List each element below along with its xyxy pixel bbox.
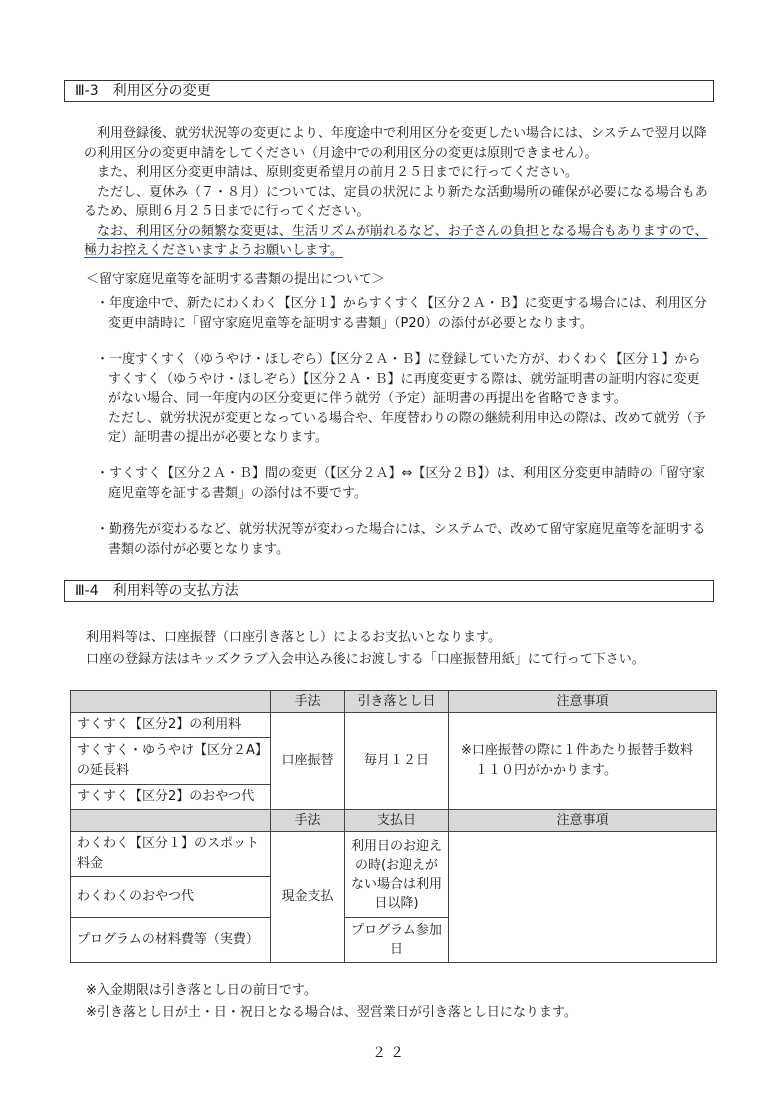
table-header-row (71, 691, 717, 713)
intro-line: 口座の登録方法はキッズクラブ入会申込み後にお渡しする「口座振替用紙」にて行って下さい。 (86, 652, 645, 667)
fee-item: すくすく【区分2】の利用料 (71, 713, 271, 738)
footnote: ※引き落とし日が土・日・祝日となる場合は、翌営業日が引き落とし日になります。 (86, 1005, 577, 1020)
header-notes: 注意事項 (449, 691, 717, 713)
section3-paragraph (84, 124, 714, 261)
section-heading-3: Ⅲ-3 利用区分の変更 (64, 80, 714, 102)
payment-table (70, 690, 717, 963)
fee-method: 口座振替 (271, 713, 345, 810)
fee-date: 利用日のお迎えの時(お迎えがない場合は利用日以降) (345, 832, 449, 918)
fee-note (449, 832, 717, 963)
fee-item: わくわく【区分１】のスポット料金 (71, 832, 271, 877)
page-number: ２２ (372, 1045, 408, 1061)
header-notes: 注意事項 (449, 810, 717, 832)
paragraph-line: また、利用区分変更申請は、原則変更希望月の前月２５日までに行ってください。 (97, 165, 579, 180)
fee-item: プログラムの材料費等（実費） (71, 918, 271, 963)
header-method: 手法 (271, 691, 345, 713)
header-date: 引き落とし日 (345, 691, 449, 713)
bullet-item: ・年度途中で、新たにわくわく【区分１】からすくすく【区分２Ａ・Ｂ】に変更する場合には、利用区分 変更申請時に「留守家庭児童等を証明する書類」（P20）の添付が必要となります。 (96, 296, 707, 331)
bullet-item: ・一度すくすく（ゆうやけ・ほしぞら）【区分２Ａ・Ｂ】に登録していた方が、わくわく【区分１】から すくすく（ゆうやけ・ほしぞら）【区分２Ａ・Ｂ】に再度変更する際は、就労証明書の証明内容に変更 がない場合、同一年度内の区分変更に伴う就労（予定）証明書の再提出を省略できます。 ただし、就労状況が変更となっている場合や、年度替わりの際の継続利用申込の際は、改めて就労（予 定）証明書の提出が必要となります。 (96, 352, 706, 445)
table-row (71, 713, 717, 738)
header-method: 手法 (271, 810, 345, 832)
fee-item: すくすく・ゆうやけ【区分２A】の延長料 (71, 738, 271, 785)
paragraph-line: ただし、夏休み（７・８月）については、定員の状況により新たな活動場所の確保が必要になる場合もあるため、原則６月２５日までに行ってください。 (84, 184, 708, 219)
fee-note: ※口座振替の際に１件あたり振替手数料 １１０円がかかります。 (449, 713, 717, 810)
table-row (71, 832, 717, 877)
header-date: 支払日 (345, 810, 449, 832)
paragraph-line-emphasis: なお、利用区分の頻繁な変更は、生活リズムが崩れるなど、お子さんの負担となる場合もありますので、極力お控えくださいますようお願いします。 (84, 223, 708, 258)
intro-line: 利用料等は、口座振替（口座引き落とし）によるお支払いとなります。 (86, 630, 501, 645)
paragraph-line: 利用登録後、就労状況等の変更により、年度途中で利用区分を変更したい場合には、システムで翌月以降の利用区分の変更申請をしてください（月途中での利用区分の変更は原則できません）。 (84, 126, 707, 161)
fee-date: 毎月１２日 (345, 713, 449, 810)
fee-date: プログラム参加日 (345, 918, 449, 963)
fee-item: すくすく【区分2】のおやつ代 (71, 785, 271, 810)
section-heading-4: Ⅲ-4 利用料等の支払方法 (64, 580, 714, 602)
footnote: ※入金期限は引き落とし日の前日です。 (86, 983, 317, 998)
fee-method: 現金支払 (271, 832, 345, 963)
certificate-title: ＜留守家庭児童等を証明する書類の提出について＞ (86, 272, 385, 287)
table-header-row (71, 810, 717, 832)
fee-item: わくわくのおやつ代 (71, 877, 271, 918)
bullet-item: ・勤務先が変わるなど、就労状況等が変わった場合には、システムで、改めて留守家庭児童等を証明する 書類の添付が必要となります。 (96, 522, 706, 557)
bullet-item: ・すくすく【区分２Ａ・Ｂ】間の変更（【区分２Ａ】⇔【区分２Ｂ】）は、利用区分変更申請時の「留守家 庭児童等を証する書類」の添付は不要です。 (96, 466, 705, 501)
